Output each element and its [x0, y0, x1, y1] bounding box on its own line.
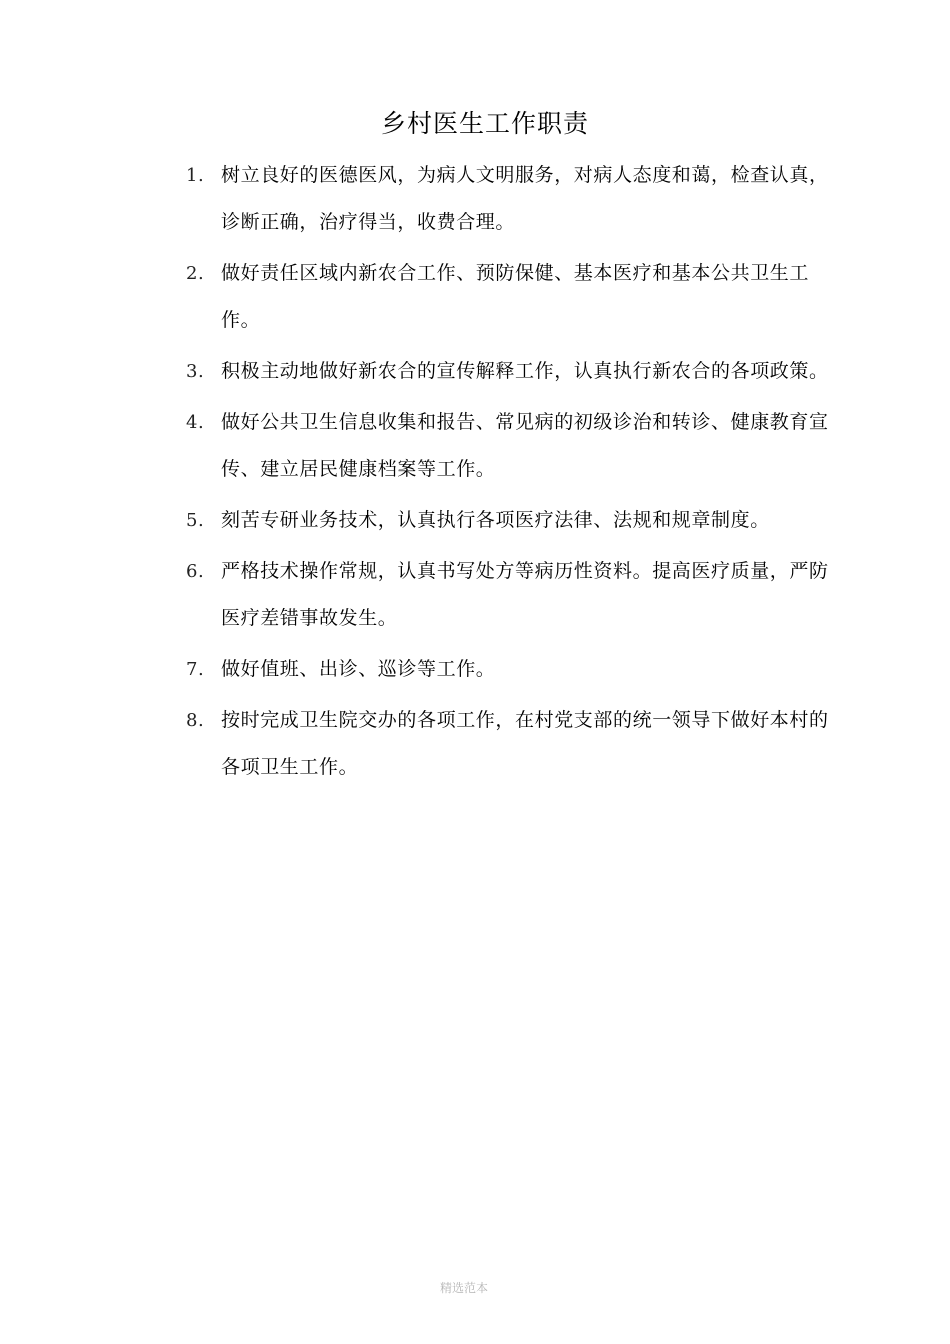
duty-text: 做好值班、出诊、巡诊等工作。: [221, 658, 496, 680]
duty-number: 7.: [186, 659, 205, 680]
duty-number: 8.: [186, 710, 205, 731]
duty-text: 刻苦专研业务技术，认真执行各项医疗法律、法规和规章制度。: [221, 509, 770, 531]
duty-item-6: [186, 548, 846, 642]
duty-number: 4.: [186, 412, 205, 433]
duty-item-5: [186, 497, 846, 544]
duty-item-1: [186, 152, 846, 246]
duty-list: [186, 152, 846, 795]
duty-text: 严格技术操作常规，认真书写处方等病历性资料。提高医疗质量，严防医疗差错事故发生。: [221, 560, 829, 629]
duty-item-2: [186, 250, 846, 344]
duty-number: 2.: [186, 263, 205, 284]
duty-text: 积极主动地做好新农合的宣传解释工作，认真执行新农合的各项政策。: [221, 360, 829, 382]
footer-watermark: 精选范本: [440, 1281, 489, 1295]
duty-text: 按时完成卫生院交办的各项工作，在村党支部的统一领导下做好本村的各项卫生工作。: [221, 709, 829, 778]
duty-item-7: [186, 646, 846, 693]
duty-text: 做好责任区域内新农合工作、预防保健、基本医疗和基本公共卫生工作。: [221, 262, 810, 331]
duty-number: 3.: [186, 361, 205, 382]
duty-number: 5.: [186, 510, 205, 531]
duty-text: 树立良好的医德医风，为病人文明服务，对病人态度和蔼，检查认真，诊断正确，治疗得当，收费合理。: [221, 164, 829, 233]
duty-number: 6.: [186, 561, 205, 582]
duty-item-8: [186, 697, 846, 791]
duty-text: 做好公共卫生信息收集和报告、常见病的初级诊治和转诊、健康教育宣传、建立居民健康档案等工作。: [221, 411, 829, 480]
duty-number: 1.: [186, 165, 205, 186]
document-title: 乡村医生工作职责: [380, 109, 589, 138]
duty-item-3: [186, 348, 846, 395]
duty-item-4: [186, 399, 846, 493]
